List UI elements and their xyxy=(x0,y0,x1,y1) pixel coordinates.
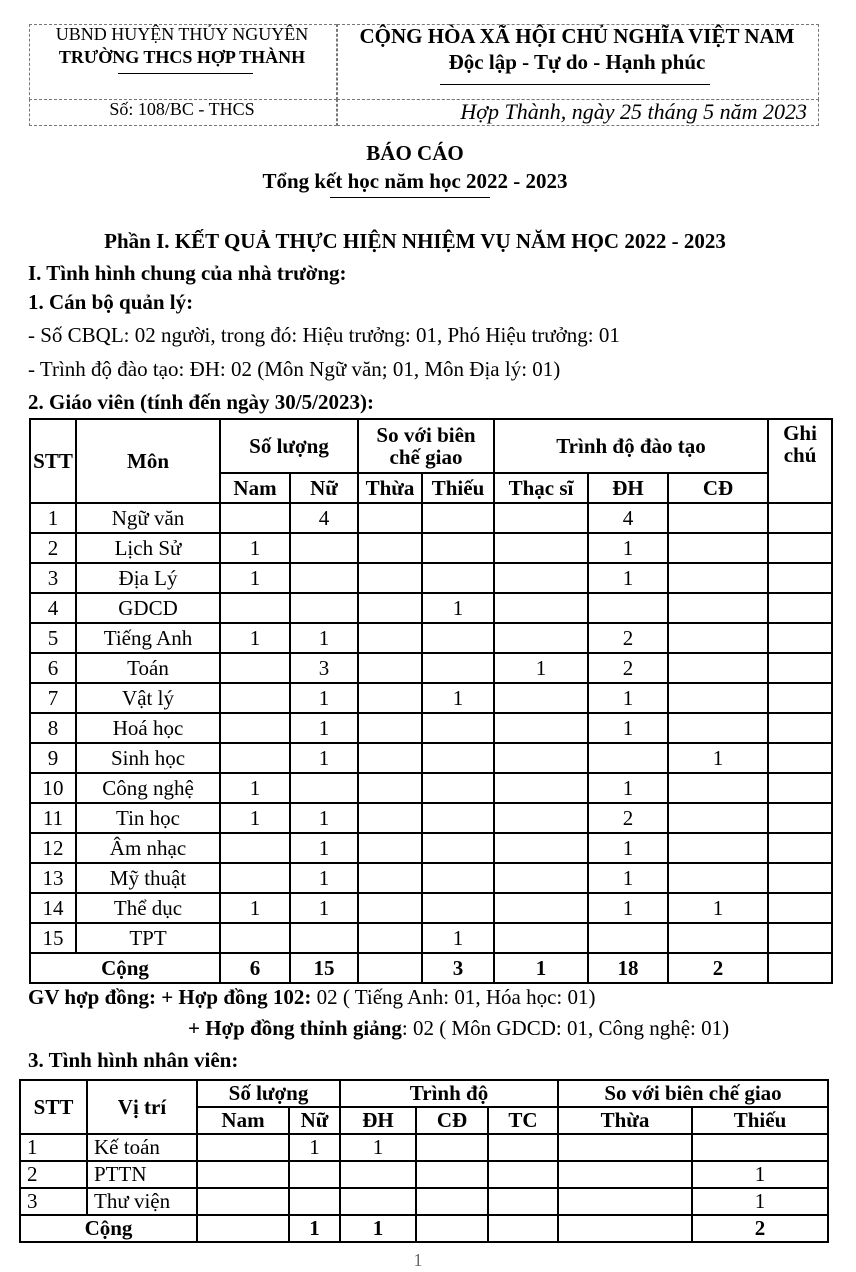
table-cell: 1 xyxy=(220,893,290,923)
table-cell: Ngữ văn xyxy=(76,503,220,533)
table-cell: 2 xyxy=(30,533,76,563)
header-quota-line-1: So với biên xyxy=(376,423,476,447)
table-cell: 1 xyxy=(588,863,668,893)
country-name: CỘNG HÒA XÃ HỘI CHỦ NGHĨA VIỆT NAM xyxy=(359,24,795,48)
table-cell: 1 xyxy=(290,803,358,833)
table-cell xyxy=(494,743,588,773)
table-row xyxy=(30,623,832,653)
table-cell xyxy=(358,713,422,743)
table-cell xyxy=(340,1188,416,1215)
staff-header-position: Vị trí xyxy=(87,1080,197,1134)
school-name: TRƯỜNG THCS HỢP THÀNH xyxy=(58,47,306,67)
table-cell: 1 xyxy=(289,1134,340,1161)
table-cell: 13 xyxy=(30,863,76,893)
contract-value: 02 ( Tiếng Anh: 01, Hóa học: 01) xyxy=(311,985,596,1009)
table-cell xyxy=(422,863,494,893)
table-row xyxy=(30,773,832,803)
management-line-2: - Trình độ đào tạo: ĐH: 02 (Môn Ngữ văn; 01, Môn Địa lý: 01) xyxy=(28,357,561,381)
table-cell xyxy=(220,923,290,953)
table-cell: 1 xyxy=(494,653,588,683)
table-cell: Thư viện xyxy=(87,1188,197,1215)
table-cell: 4 xyxy=(290,503,358,533)
table-cell xyxy=(488,1134,558,1161)
table-cell xyxy=(668,923,768,953)
staff-header-qualification: Trình độ xyxy=(340,1080,558,1107)
staff-header-female: Nữ xyxy=(289,1107,340,1134)
table-cell: 12 xyxy=(30,833,76,863)
table-cell xyxy=(220,593,290,623)
place-date: Hợp Thành, ngày 25 tháng 5 năm 2023 xyxy=(460,99,807,124)
table-cell: 4 xyxy=(30,593,76,623)
header-subject: Môn xyxy=(76,419,220,503)
staff-header-quantity: Số lượng xyxy=(197,1080,340,1107)
table-cell: Tiếng Anh xyxy=(76,623,220,653)
total-cell: 15 xyxy=(290,953,358,983)
table-cell xyxy=(289,1161,340,1188)
table-cell: 1 xyxy=(220,803,290,833)
table-cell xyxy=(358,623,422,653)
table-cell xyxy=(422,503,494,533)
agency-name: UBND HUYỆN THỦY NGUYÊN xyxy=(55,24,309,44)
table-cell: 1 xyxy=(30,503,76,533)
table-cell: Địa Lý xyxy=(76,563,220,593)
staff-header-college: CĐ xyxy=(416,1107,488,1134)
table-cell xyxy=(422,893,494,923)
table-cell: 7 xyxy=(30,683,76,713)
table-cell xyxy=(768,833,832,863)
table-cell xyxy=(494,713,588,743)
report-subtitle: Tổng kết học năm học 2022 - 2023 xyxy=(262,169,568,193)
table-cell xyxy=(488,1188,558,1215)
school-underline xyxy=(118,73,253,74)
table-cell: 1 xyxy=(588,773,668,803)
header-qualification: Trình độ đào tạo xyxy=(494,419,768,473)
table-cell: 1 xyxy=(20,1134,87,1161)
table-cell: Mỹ thuật xyxy=(76,863,220,893)
staff-header-quota: So với biên chế giao xyxy=(558,1080,828,1107)
table-cell xyxy=(494,563,588,593)
table-cell xyxy=(290,593,358,623)
visiting-label-text: + Hợp đồng thỉnh giảng xyxy=(188,1016,402,1040)
table-cell xyxy=(494,683,588,713)
header-note-line-2: chú xyxy=(783,443,817,467)
total-cell: 3 xyxy=(422,953,494,983)
table-cell xyxy=(668,623,768,653)
table-cell xyxy=(422,653,494,683)
table-cell: 1 xyxy=(588,533,668,563)
staff-table-body xyxy=(20,1134,828,1215)
table-cell xyxy=(358,923,422,953)
table-cell: 3 xyxy=(20,1188,87,1215)
table-cell: 5 xyxy=(30,623,76,653)
total-cell xyxy=(768,953,832,983)
table-cell xyxy=(220,653,290,683)
table-cell xyxy=(358,533,422,563)
teachers-heading: 2. Giáo viên (tính đến ngày 30/5/2023): xyxy=(28,390,374,414)
table-cell: 1 xyxy=(220,563,290,593)
staff-header-shortage: Thiếu xyxy=(692,1107,828,1134)
table-cell: 1 xyxy=(422,923,494,953)
table-row xyxy=(30,923,832,953)
table-cell xyxy=(416,1134,488,1161)
table-cell: 1 xyxy=(692,1161,828,1188)
table-cell: 1 xyxy=(668,893,768,923)
section-heading: I. Tình hình chung của nhà trường: xyxy=(28,261,347,285)
table-cell xyxy=(668,593,768,623)
table-cell: 9 xyxy=(30,743,76,773)
table-row xyxy=(30,683,832,713)
table-cell xyxy=(768,533,832,563)
table-cell: 2 xyxy=(20,1161,87,1188)
part-heading: Phần I. KẾT QUẢ THỰC HIỆN NHIỆM VỤ NĂM HỌC 2022 - 2023 xyxy=(104,229,726,253)
motto-underline xyxy=(440,84,710,85)
table-cell xyxy=(358,833,422,863)
table-cell xyxy=(220,683,290,713)
table-row xyxy=(30,563,832,593)
header-quota-line-2: chế giao xyxy=(389,445,463,469)
header-college: CĐ xyxy=(668,473,768,503)
table-cell xyxy=(558,1134,692,1161)
table-cell: 1 xyxy=(290,833,358,863)
table-cell xyxy=(220,503,290,533)
table-cell xyxy=(422,743,494,773)
table-cell xyxy=(668,653,768,683)
table-cell: 1 xyxy=(588,563,668,593)
staff-header-surplus: Thừa xyxy=(558,1107,692,1134)
page-number: 1 xyxy=(413,1250,423,1270)
table-cell xyxy=(422,563,494,593)
table-cell: Công nghệ xyxy=(76,773,220,803)
table-cell: TPT xyxy=(76,923,220,953)
table-cell xyxy=(422,713,494,743)
table-cell xyxy=(290,773,358,803)
table-cell xyxy=(668,863,768,893)
table-cell: Lịch Sử xyxy=(76,533,220,563)
table-cell xyxy=(494,503,588,533)
table-cell xyxy=(668,833,768,863)
table-cell xyxy=(358,803,422,833)
total-cell: 1 xyxy=(340,1215,416,1242)
table-row xyxy=(30,833,832,863)
table-cell xyxy=(494,593,588,623)
table-cell xyxy=(358,563,422,593)
table-cell: Kế toán xyxy=(87,1134,197,1161)
table-cell: 14 xyxy=(30,893,76,923)
table-cell xyxy=(768,773,832,803)
table-cell: 1 xyxy=(220,533,290,563)
table-cell xyxy=(358,593,422,623)
total-label: Cộng xyxy=(20,1215,197,1242)
table-cell xyxy=(290,923,358,953)
table-cell xyxy=(416,1161,488,1188)
table-cell xyxy=(668,683,768,713)
table-cell: GDCD xyxy=(76,593,220,623)
table-cell xyxy=(768,743,832,773)
table-cell: 2 xyxy=(588,623,668,653)
header-stt: STT xyxy=(30,419,76,503)
management-line-1: - Số CBQL: 02 người, trong đó: Hiệu trưởng: 01, Phó Hiệu trưởng: 01 xyxy=(28,323,620,347)
table-cell: Thể dục xyxy=(76,893,220,923)
table-cell: 1 xyxy=(692,1188,828,1215)
table-cell xyxy=(494,923,588,953)
staff-header-male: Nam xyxy=(197,1107,289,1134)
staff-header-university: ĐH xyxy=(340,1107,416,1134)
header-university: ĐH xyxy=(588,473,668,503)
table-cell: Sinh học xyxy=(76,743,220,773)
table-cell xyxy=(668,713,768,743)
total-cell: 2 xyxy=(692,1215,828,1242)
table-cell xyxy=(588,743,668,773)
table-cell xyxy=(358,893,422,923)
total-cell xyxy=(197,1215,289,1242)
visiting-value: : 02 ( Môn GDCD: 01, Công nghệ: 01) xyxy=(401,1016,730,1040)
table-cell xyxy=(220,713,290,743)
table-cell: 3 xyxy=(290,653,358,683)
total-cell xyxy=(488,1215,558,1242)
total-cell xyxy=(358,953,422,983)
teachers-table xyxy=(29,418,833,984)
table-cell xyxy=(358,683,422,713)
staff-total-row xyxy=(20,1215,828,1242)
table-cell xyxy=(768,863,832,893)
motto: Độc lập - Tự do - Hạnh phúc xyxy=(448,50,706,74)
table-cell: Tin học xyxy=(76,803,220,833)
table-cell xyxy=(358,773,422,803)
table-cell: 1 xyxy=(290,893,358,923)
table-cell: Vật lý xyxy=(76,683,220,713)
table-row xyxy=(30,713,832,743)
table-cell xyxy=(494,623,588,653)
table-cell xyxy=(768,653,832,683)
table-cell xyxy=(340,1161,416,1188)
table-cell xyxy=(488,1161,558,1188)
total-cell: 1 xyxy=(289,1215,340,1242)
table-row xyxy=(30,743,832,773)
table-cell xyxy=(668,563,768,593)
total-cell xyxy=(558,1215,692,1242)
table-cell xyxy=(768,893,832,923)
table-cell xyxy=(422,803,494,833)
report-title: BÁO CÁO xyxy=(366,141,464,165)
table-row xyxy=(20,1134,828,1161)
table-cell: 1 xyxy=(340,1134,416,1161)
total-cell xyxy=(416,1215,488,1242)
table-cell: 1 xyxy=(220,623,290,653)
header-male: Nam xyxy=(220,473,290,503)
staff-header-stt: STT xyxy=(20,1080,87,1134)
table-cell xyxy=(422,533,494,563)
table-cell: 1 xyxy=(290,683,358,713)
table-cell xyxy=(358,653,422,683)
table-row xyxy=(30,863,832,893)
staff-header-vocational: TC xyxy=(488,1107,558,1134)
table-cell xyxy=(558,1188,692,1215)
table-cell: 1 xyxy=(588,833,668,863)
table-cell xyxy=(768,683,832,713)
staff-heading: 3. Tình hình nhân viên: xyxy=(28,1048,239,1072)
table-cell xyxy=(768,593,832,623)
document-number: Số: 108/BC - THCS xyxy=(109,99,255,119)
table-cell: 1 xyxy=(290,863,358,893)
table-cell: 1 xyxy=(290,713,358,743)
table-cell xyxy=(422,773,494,803)
table-cell xyxy=(289,1188,340,1215)
table-cell xyxy=(768,803,832,833)
header-quota xyxy=(358,419,494,473)
table-cell xyxy=(494,893,588,923)
table-cell xyxy=(768,503,832,533)
table-cell: 1 xyxy=(290,743,358,773)
table-cell: 1 xyxy=(422,593,494,623)
table-cell: 1 xyxy=(290,623,358,653)
table-cell: 1 xyxy=(220,773,290,803)
header-master: Thạc sĩ xyxy=(494,473,588,503)
table-cell xyxy=(768,563,832,593)
header-note-line-1: Ghi xyxy=(783,421,817,445)
table-cell xyxy=(197,1188,289,1215)
table-cell xyxy=(422,833,494,863)
table-row xyxy=(30,803,832,833)
management-heading: 1. Cán bộ quản lý: xyxy=(28,290,194,314)
table-cell xyxy=(768,623,832,653)
table-cell: Toán xyxy=(76,653,220,683)
header-female: Nữ xyxy=(290,473,358,503)
table-cell xyxy=(416,1188,488,1215)
table-cell xyxy=(197,1161,289,1188)
table-cell xyxy=(668,773,768,803)
table-cell xyxy=(692,1134,828,1161)
table-cell: 1 xyxy=(588,713,668,743)
table-row xyxy=(20,1188,828,1215)
table-cell: 1 xyxy=(422,683,494,713)
table-cell: 15 xyxy=(30,923,76,953)
table-cell xyxy=(422,623,494,653)
table-cell: Hoá học xyxy=(76,713,220,743)
table-cell: 2 xyxy=(588,653,668,683)
table-cell xyxy=(358,503,422,533)
table-row xyxy=(20,1161,828,1188)
table-cell: 1 xyxy=(588,683,668,713)
table-cell xyxy=(494,863,588,893)
table-cell: 4 xyxy=(588,503,668,533)
header-note xyxy=(768,419,832,503)
table-cell xyxy=(290,533,358,563)
table-cell xyxy=(494,773,588,803)
table-cell xyxy=(588,923,668,953)
header-shortage: Thiếu xyxy=(422,473,494,503)
table-cell xyxy=(358,863,422,893)
table-cell: 10 xyxy=(30,773,76,803)
table-cell xyxy=(588,593,668,623)
table-cell xyxy=(290,563,358,593)
teachers-table-body xyxy=(30,503,832,953)
table-row xyxy=(30,653,832,683)
table-cell xyxy=(558,1161,692,1188)
total-cell: 1 xyxy=(494,953,588,983)
table-cell xyxy=(220,743,290,773)
table-cell xyxy=(358,743,422,773)
table-cell xyxy=(220,833,290,863)
teachers-total-row xyxy=(30,953,832,983)
table-cell xyxy=(768,713,832,743)
table-row xyxy=(30,893,832,923)
total-cell: 18 xyxy=(588,953,668,983)
table-cell: 6 xyxy=(30,653,76,683)
table-cell xyxy=(197,1134,289,1161)
table-cell: 11 xyxy=(30,803,76,833)
table-cell: 1 xyxy=(668,743,768,773)
table-cell xyxy=(220,863,290,893)
total-label: Cộng xyxy=(30,953,220,983)
table-cell: PTTN xyxy=(87,1161,197,1188)
subtitle-underline xyxy=(330,197,490,198)
table-cell xyxy=(494,533,588,563)
table-cell: 3 xyxy=(30,563,76,593)
staff-table xyxy=(19,1079,829,1243)
total-cell: 2 xyxy=(668,953,768,983)
table-row xyxy=(30,533,832,563)
header-quantity: Số lượng xyxy=(220,419,358,473)
table-cell xyxy=(494,833,588,863)
table-cell xyxy=(668,533,768,563)
table-cell xyxy=(768,923,832,953)
header-surplus: Thừa xyxy=(358,473,422,503)
table-cell: Âm nhạc xyxy=(76,833,220,863)
contract-label-text: GV hợp đồng: + Hợp đồng 102: xyxy=(28,985,312,1009)
table-cell: 1 xyxy=(588,893,668,923)
table-cell: 8 xyxy=(30,713,76,743)
table-cell xyxy=(668,503,768,533)
table-cell xyxy=(494,803,588,833)
contract-label xyxy=(28,985,596,1010)
table-row xyxy=(30,503,832,533)
visiting-label xyxy=(188,1016,729,1041)
table-row xyxy=(30,593,832,623)
table-cell xyxy=(668,803,768,833)
total-cell: 6 xyxy=(220,953,290,983)
table-cell: 2 xyxy=(588,803,668,833)
